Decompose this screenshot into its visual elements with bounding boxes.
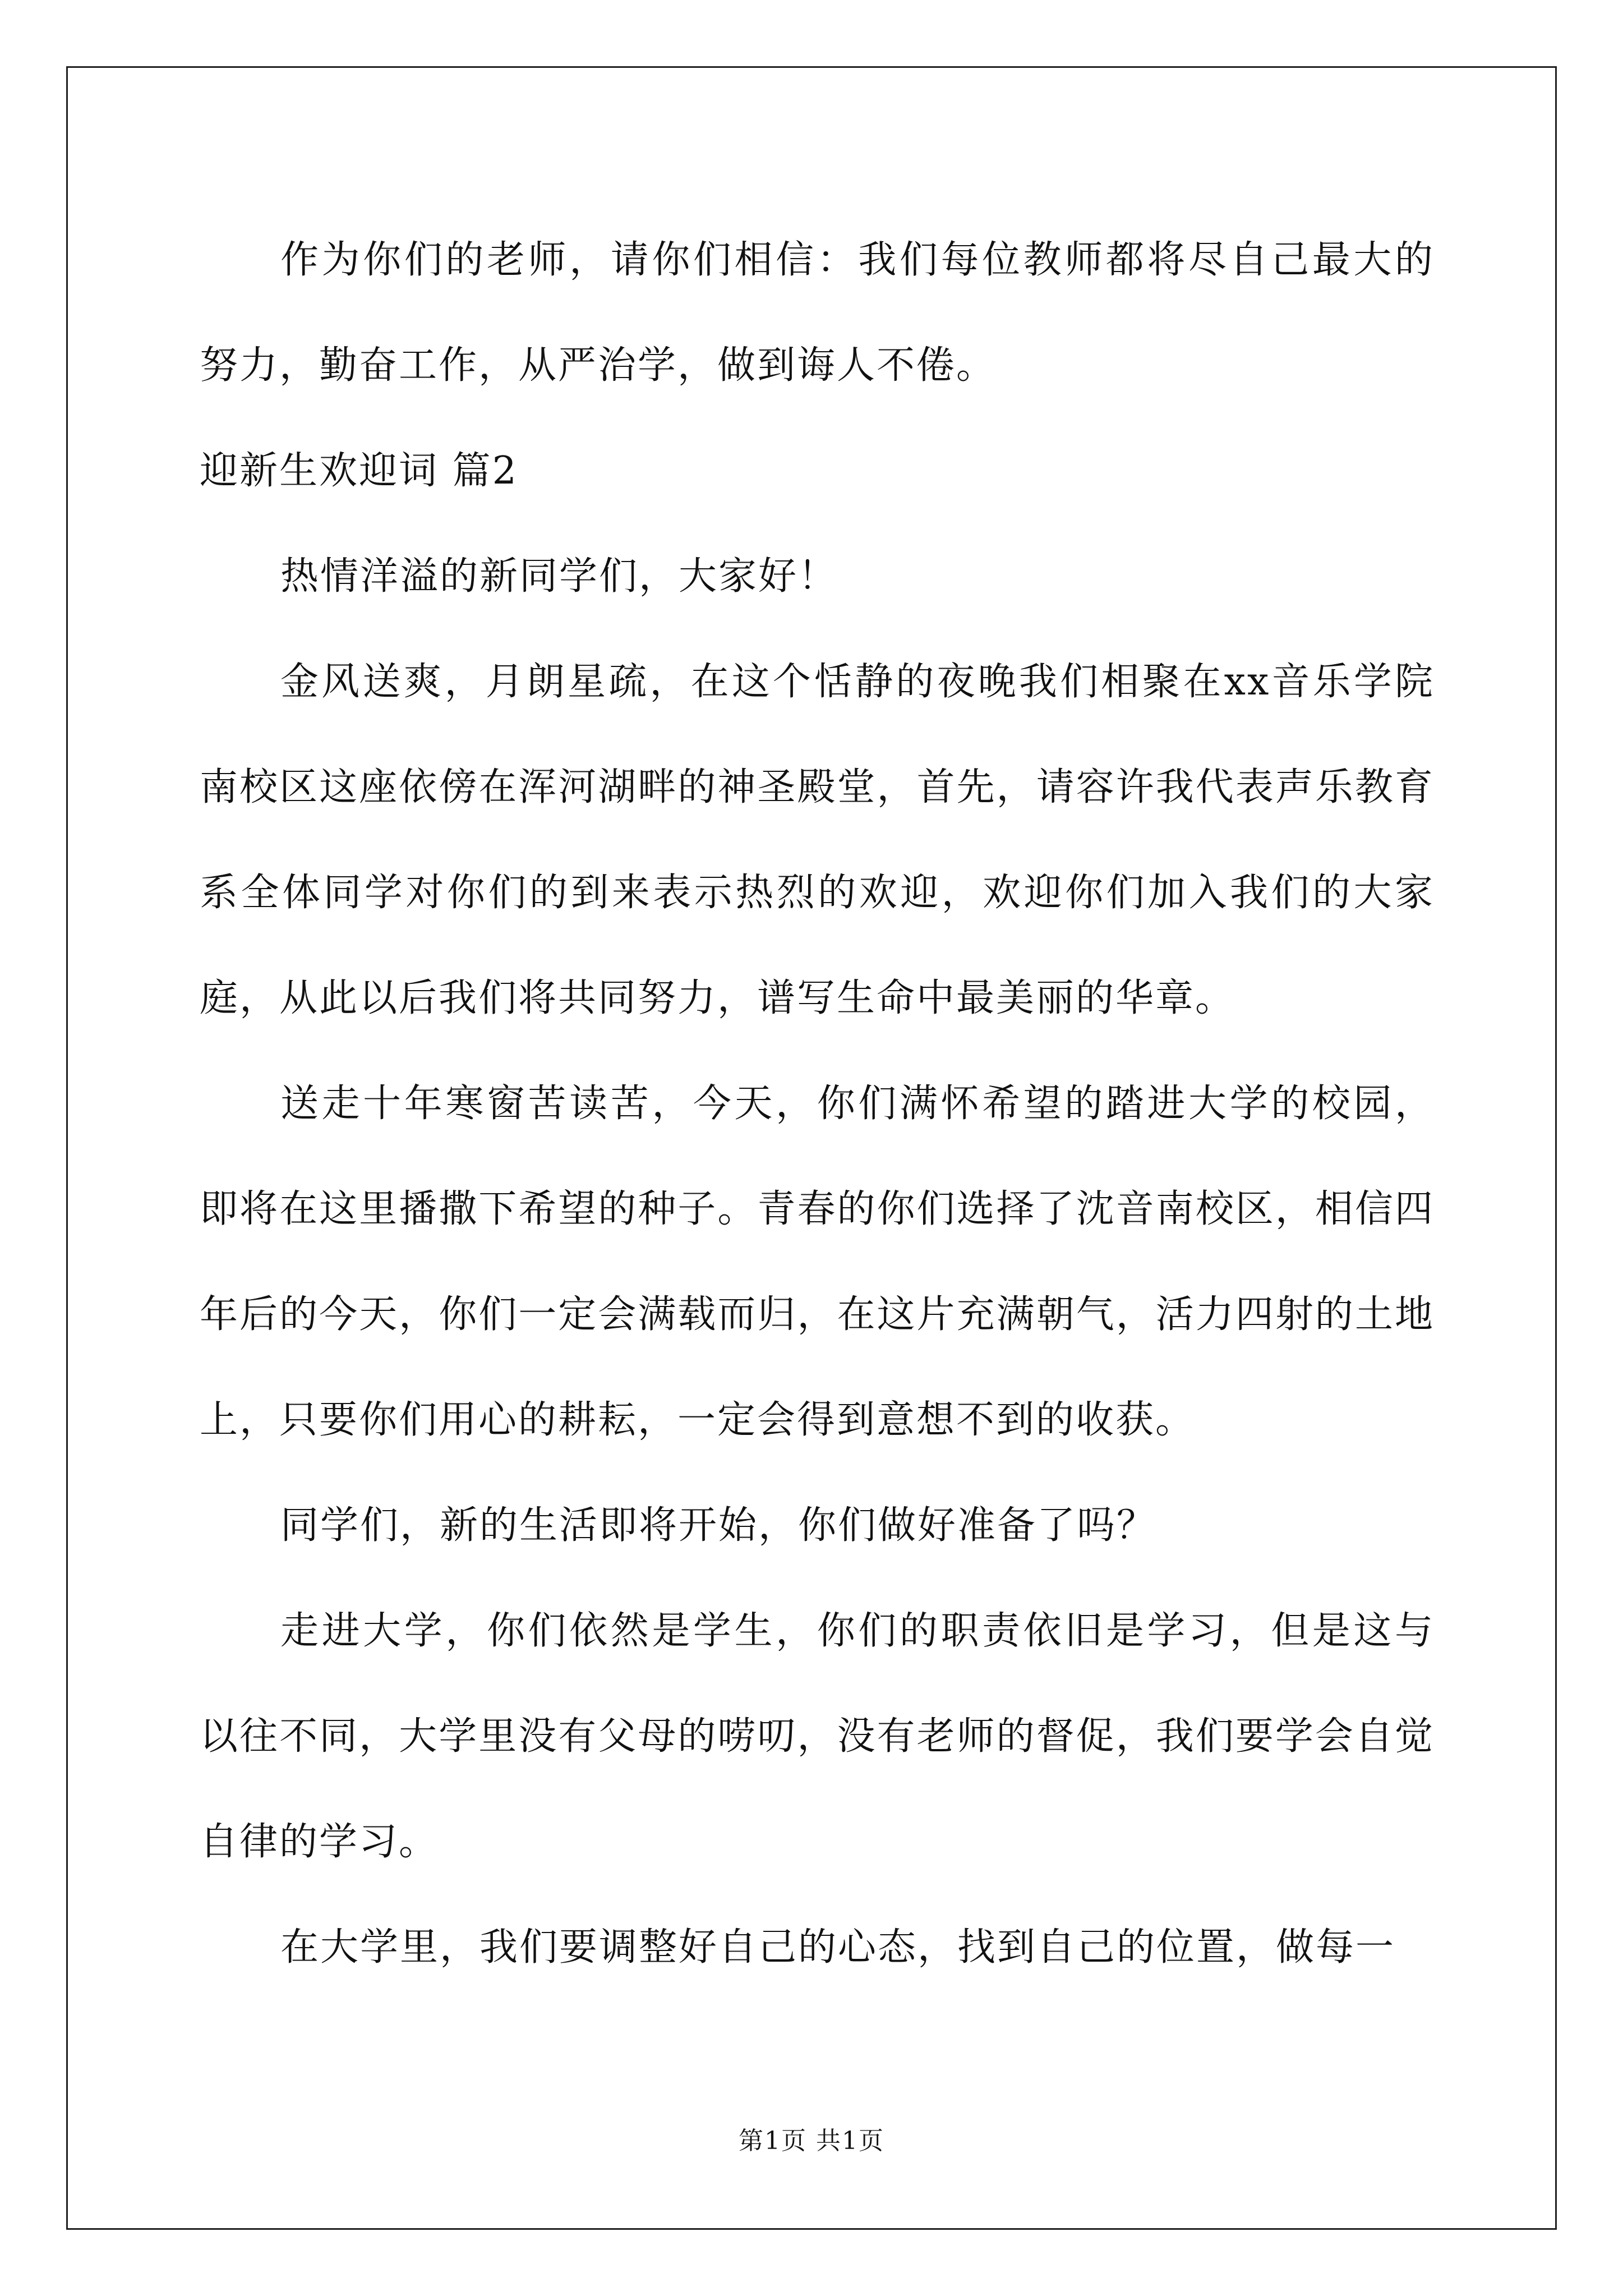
paragraph: 走进大学，你们依然是学生，你们的职责依旧是学习，但是这与以往不同，大学里没有父母的唠叨，没有老师的督促，我们要学会自觉自律的学习。: [200, 1609, 1435, 1864]
section-heading: 迎新生欢迎词 篇2: [200, 449, 518, 493]
paragraph: 热情洋溢的新同学们，大家好！: [280, 554, 838, 599]
paragraph: 同学们，新的生活即将开始，你们做好准备了吗？: [280, 1503, 1157, 1548]
paragraph: 送走十年寒窗苦读苦，今天，你们满怀希望的踏进大学的校园，即将在这里播撒下希望的种子。青春的你们选择了沈音南校区，相信四年后的今天，你们一定会满载而归，在这片充满朝气，活力四射的土地上，只要你们用心的耕耘，一定会得到意想不到的收获。: [200, 1082, 1435, 1442]
paragraph: 在大学里，我们要调整好自己的心态，找到自己的位置，做每一: [280, 1925, 1396, 1970]
paragraph: 金风送爽，月朗星疏，在这个恬静的夜晚我们相聚在xx音乐学院南校区这座依傍在浑河湖畔的神圣殿堂，首先，请容许我代表声乐教育系全体同学对你们的到来表示热烈的欢迎，欢迎你们加入我们的大家庭，从此以后我们将共同努力，谱写生命中最美丽的华章。: [200, 660, 1435, 1020]
document-body: [200, 208, 1435, 2000]
paragraph: 作为你们的老师，请你们相信：我们每位教师都将尽自己最大的努力，勤奋工作，从严治学，做到诲人不倦。: [200, 238, 1435, 388]
page-footer: 第1页 共1页: [739, 2127, 884, 2155]
